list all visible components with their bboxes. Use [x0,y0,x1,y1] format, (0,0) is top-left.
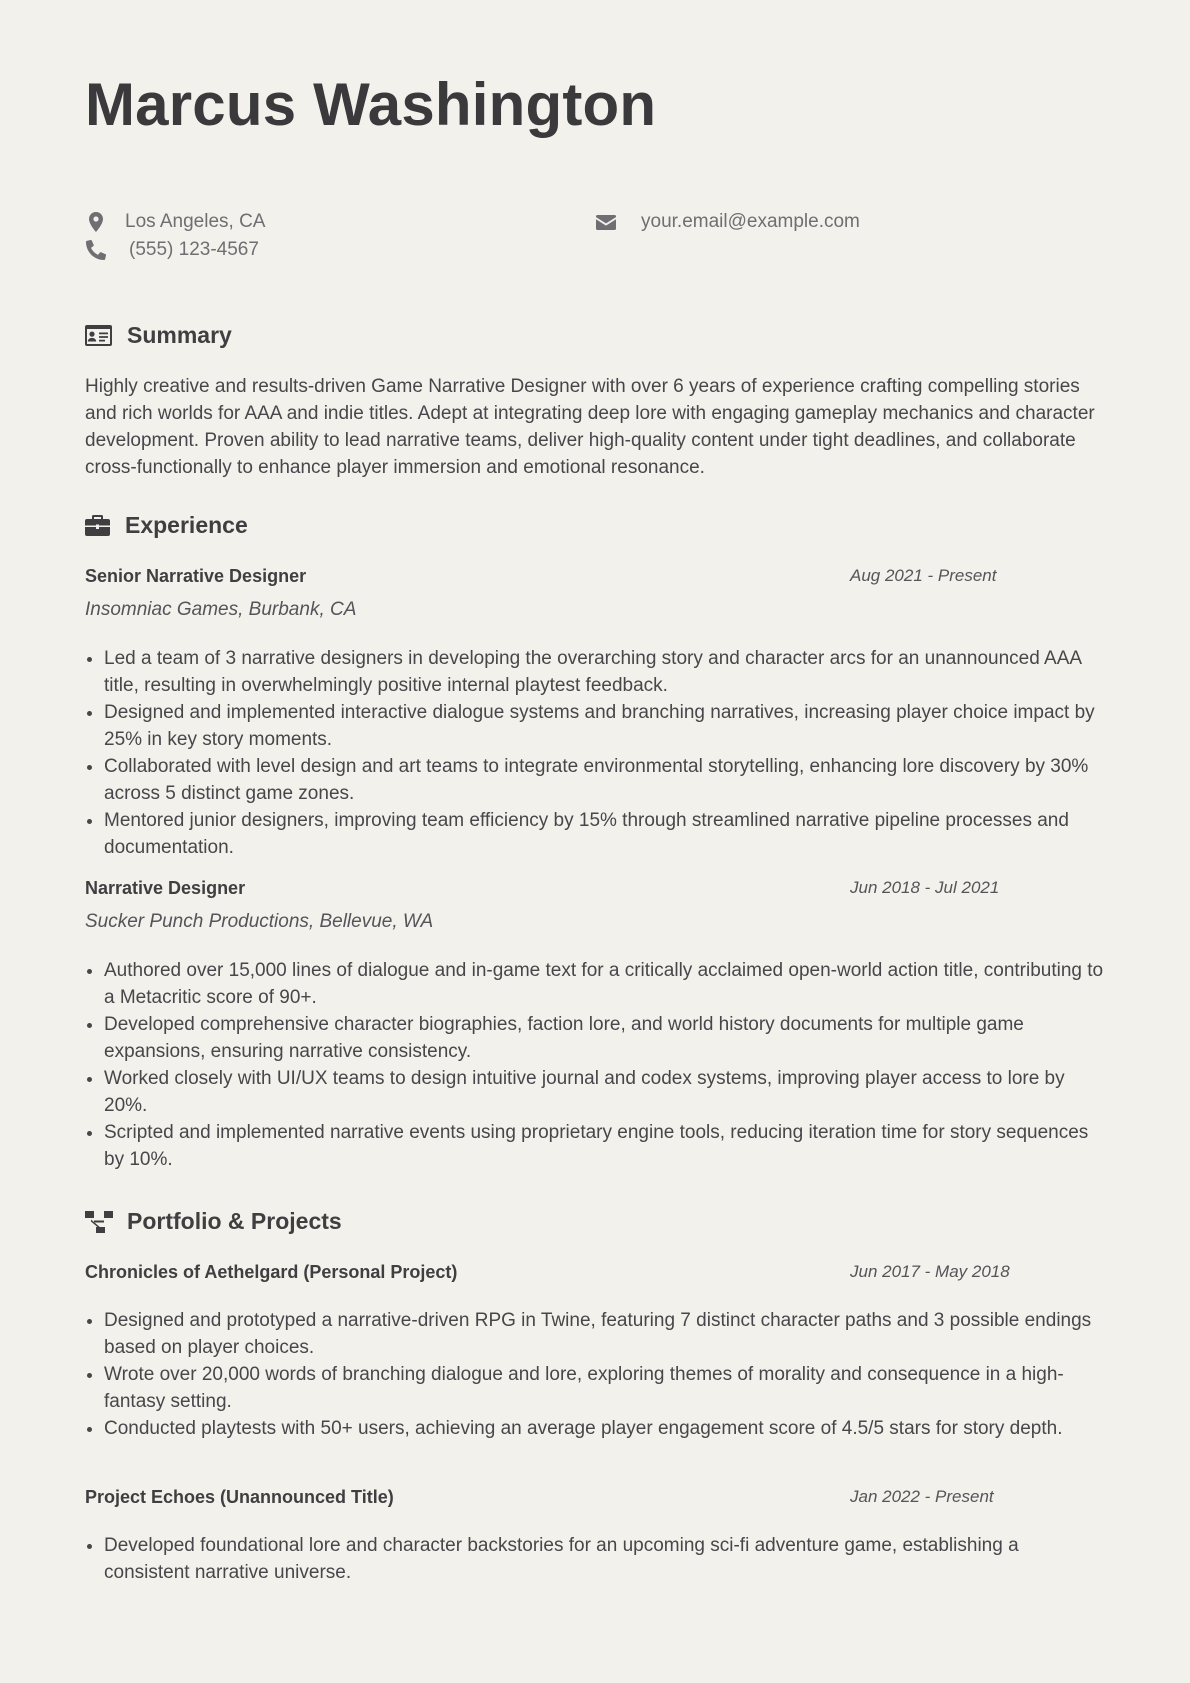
list-item: Designed and prototyped a narrative-driven RPG in Twine, featuring 7 distinct character paths and 3 possible endings based on player choices. [85,1307,1105,1361]
job-bullets [85,957,1105,1173]
list-item: Led a team of 3 narrative designers in developing the overarching story and character arcs for an unannounced AAA title, resulting in overwhelmingly positive internal playtest feedback. [85,645,1105,699]
job-date: Aug 2021 - Present [850,566,997,585]
job-title: Senior Narrative Designer [85,566,307,586]
projects-heading-text: Portfolio & Projects [127,1208,342,1234]
project-title: Project Echoes (Unannounced Title) [85,1487,394,1507]
job-company: Insomniac Games, Burbank, CA [85,599,357,620]
list-item: Wrote over 20,000 words of branching dialogue and lore, exploring themes of morality and consequence in a high-fantasy setting. [85,1361,1105,1415]
briefcase-icon [85,513,113,539]
projects-heading [85,1208,342,1235]
list-item: Scripted and implemented narrative events using proprietary engine tools, reducing iteration time for story sequences by 10%. [85,1119,1105,1173]
contact-phone [85,239,259,261]
project-title: Chronicles of Aethelgard (Personal Project) [85,1262,458,1282]
list-item: Mentored junior designers, improving team efficiency by 15% through streamlined narrative pipeline processes and documentation. [85,807,1105,861]
envelope-icon [595,211,617,233]
project-bullets [85,1307,1105,1442]
phone-text: (555) 123-4567 [129,239,259,260]
candidate-name: Marcus Washington [85,71,657,138]
list-item: Authored over 15,000 lines of dialogue and in-game text for a critically acclaimed open-world action title, contributing to a Metacritic score of 90+. [85,957,1105,1011]
experience-heading [85,512,248,539]
map-marker-icon [85,211,107,233]
job-bullets [85,645,1105,861]
location-text: Los Angeles, CA [125,211,266,232]
job-date: Jun 2018 - Jul 2021 [850,878,1000,897]
list-item: Developed comprehensive character biographies, faction lore, and world history documents for multiple game expansions, ensuring narrative consistency. [85,1011,1105,1065]
list-item: Developed foundational lore and character backstories for an upcoming sci-fi adventure game, establishing a consistent narrative universe. [85,1532,1105,1586]
list-item: Designed and implemented interactive dialogue systems and branching narratives, increasing player choice impact by 25% in key story moments. [85,699,1105,753]
experience-heading-text: Experience [125,512,248,538]
summary-heading [85,322,232,349]
project-date: Jun 2017 - May 2018 [850,1262,1010,1281]
job-title: Narrative Designer [85,878,246,898]
list-item: Conducted playtests with 50+ users, achieving an average player engagement score of 4.5/5 stars for story depth. [85,1415,1105,1442]
contact-location [85,211,265,233]
list-item: Collaborated with level design and art teams to integrate environmental storytelling, enhancing lore discovery by 30% across 5 distinct game zones. [85,753,1105,807]
id-card-icon [85,323,113,349]
job-company: Sucker Punch Productions, Bellevue, WA [85,911,434,932]
project-diagram-icon [85,1209,113,1235]
contact-email [595,211,860,233]
phone-icon [85,239,107,261]
summary-heading-text: Summary [127,322,232,348]
project-bullets [85,1532,1105,1586]
summary-text: Highly creative and results-driven Game Narrative Designer with over 6 years of experience crafting compelling stories and rich worlds for AAA and indie titles. Adept at integrating deep lore with engaging gameplay mechanics and character development. Proven ability to lead narrative teams, deliver high-quality content under tight deadlines, and collaborate cross-functionally to enhance player immersion and emotional resonance. [85,376,1095,478]
list-item: Worked closely with UI/UX teams to design intuitive journal and codex systems, improving player access to lore by 20%. [85,1065,1105,1119]
email-link[interactable]: your.email@example.com [641,211,860,232]
project-date: Jan 2022 - Present [850,1487,994,1506]
